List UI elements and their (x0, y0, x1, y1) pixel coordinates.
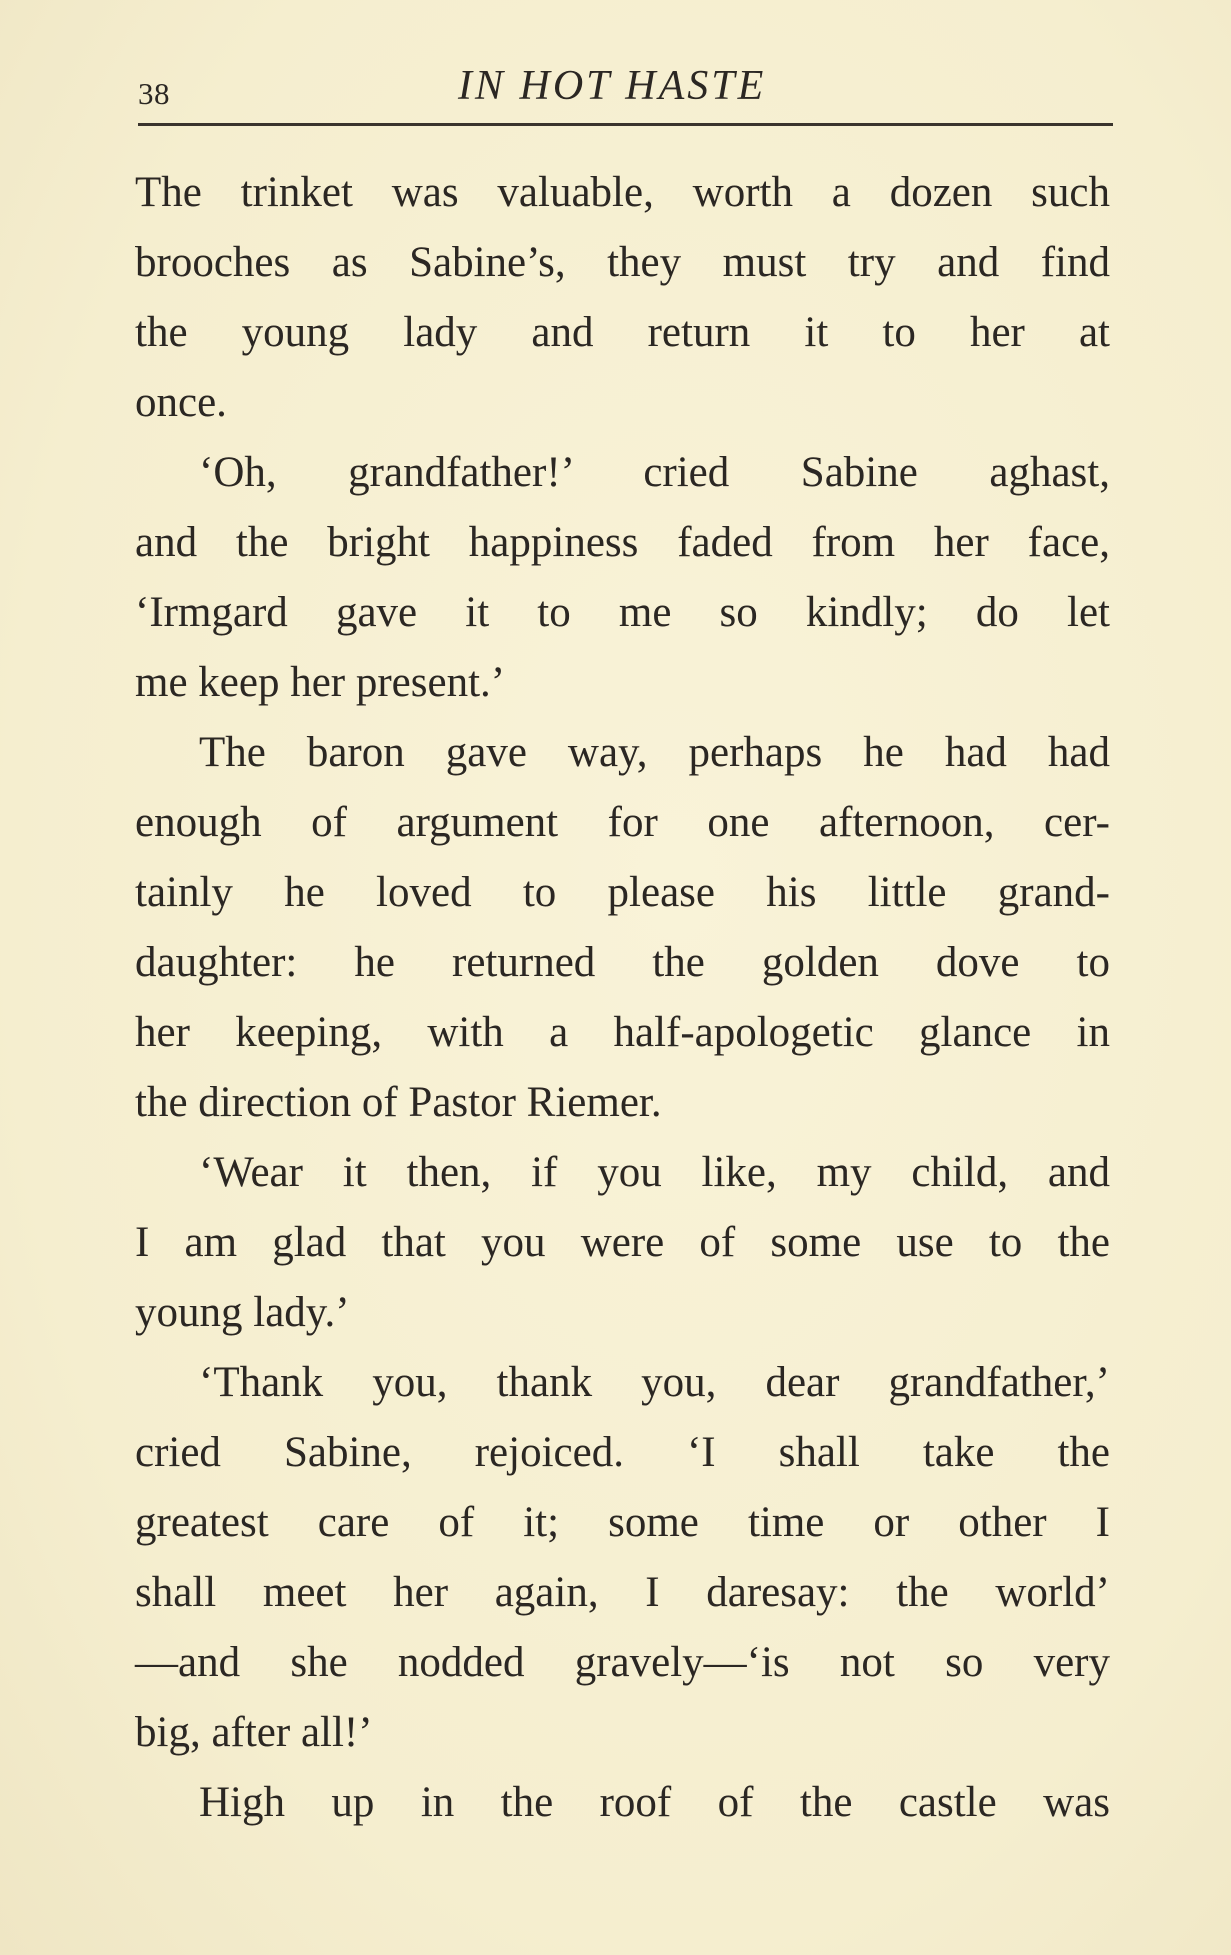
text-line: ‘Irmgard gave it to me so kindly; do let (135, 589, 1110, 636)
text-line: The trinket was valuable, worth a dozen such (135, 169, 1110, 216)
text-line: young lady.’ (135, 1289, 350, 1336)
page-number: 38 (138, 76, 170, 111)
text-line: I am glad that you were of some use to the (135, 1219, 1110, 1266)
text-line: ‘Oh, grandfather!’ cried Sabine aghast, (199, 449, 1110, 496)
text-line: her keeping, with a half-apologetic glance in (135, 1009, 1110, 1056)
text-line: cried Sabine, rejoiced. ‘I shall take the (135, 1429, 1110, 1476)
text-line: tainly he loved to please his little grand- (135, 869, 1110, 916)
text-line: shall meet her again, I daresay: the world’ (135, 1569, 1110, 1616)
text-line: ‘Thank you, thank you, dear grandfather,’ (199, 1359, 1110, 1406)
text-line: the young lady and return it to her at (135, 309, 1110, 356)
text-line: me keep her present.’ (135, 659, 506, 706)
text-line: enough of argument for one afternoon, cer- (135, 799, 1110, 846)
text-line: once. (135, 379, 227, 426)
text-line: daughter: he returned the golden dove to (135, 939, 1110, 986)
text-line: the direction of Pastor Riemer. (135, 1079, 662, 1126)
running-head (138, 62, 1113, 112)
text-line: ‘Wear it then, if you like, my child, and (199, 1149, 1110, 1196)
header-rule (138, 123, 1113, 126)
text-line: and the bright happiness faded from her face, (135, 519, 1110, 566)
text-line: brooches as Sabine’s, they must try and find (135, 239, 1110, 286)
running-title: IN HOT HASTE (458, 63, 767, 109)
text-line: High up in the roof of the castle was (199, 1779, 1110, 1826)
body-text (135, 158, 1110, 1838)
text-line: greatest care of it; some time or other I (135, 1499, 1110, 1546)
text-line: big, after all!’ (135, 1709, 373, 1756)
text-line: —and she nodded gravely—‘is not so very (135, 1639, 1110, 1686)
text-line: The baron gave way, perhaps he had had (199, 729, 1110, 776)
